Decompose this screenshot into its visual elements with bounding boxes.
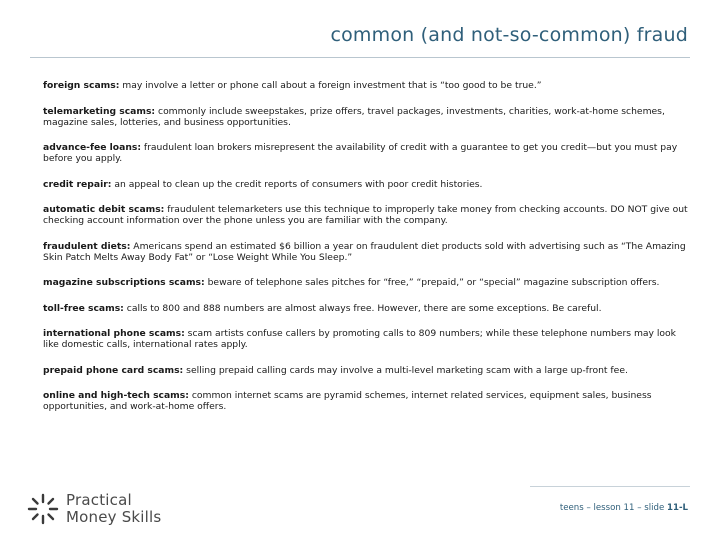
lesson-caption: teens – lesson 11 – slide [559,503,667,513]
item-text: beware of telephone sales pitches for “free,” “prepaid,” or “special” magazine subscription offers. [204,277,660,288]
list-item [43,241,690,263]
list-item [43,328,690,350]
brand-logo [26,489,161,529]
logo-line-2: Money Skills [66,508,162,526]
item-text: may involve a letter or phone call about a foreign investment that is “too good to be true.” [119,80,542,91]
page-title: common (and not-so-common) fraud [330,24,688,46]
item-text: fraudulent loan brokers misrepresent the availability of credit with a guarantee to get you credit—but you must pay before you apply. [43,142,678,164]
item-term: credit repair: [43,178,112,190]
title-divider [30,57,690,58]
item-term: toll-free scams: [43,302,124,314]
sparkle-burst-icon [26,492,60,526]
list-item [43,390,690,412]
list-item [43,80,690,91]
item-text: common internet scams are pyramid schemes, internet related services, equipment sales, business opportunities, and work-at-home offers. [43,390,652,412]
logo-line-1: Practical [66,491,132,509]
list-item [43,179,690,190]
fraud-list [43,80,690,427]
item-text: fraudulent telemarketers use this technique to improperly take money from checking accounts. DO NOT give out checking account information over the phone unless you are familiar with the company. [43,204,688,226]
item-term: foreign scams: [43,80,120,91]
item-term: online and high-tech scams: [43,390,189,401]
item-term: automatic debit scams: [43,204,165,215]
list-item [43,277,690,288]
item-term: telemarketing scams: [43,105,156,117]
item-term: magazine subscriptions scams: [43,277,205,288]
footer-caption [560,503,688,513]
slide-number: 11-L [666,503,688,513]
list-item [43,365,690,376]
item-term: international phone scams: [43,328,185,339]
item-term: prepaid phone card scams: [43,364,184,376]
item-text: selling prepaid calling cards may involve a multi-level marketing scam with a large up-front fee. [183,364,628,376]
list-item [43,142,690,164]
list-item [43,106,690,128]
footer-divider [530,486,690,487]
item-text: commonly include sweepstakes, prize offers, travel packages, investments, charities, work-at-home schemes, magazine sales, lotteries, and business opportunities. [43,105,665,128]
logo-wordmark [66,492,161,526]
item-term: advance-fee loans: [43,142,141,153]
list-item [43,303,690,314]
item-text: Americans spend an estimated $6 billion a year on fraudulent diet products sold with advertising such as “The Amazing Skin Patch Melts Away Body Fat” or “Lose Weight While You Sleep.” [43,240,686,263]
item-text: an appeal to clean up the credit reports of consumers with poor credit histories. [111,178,483,190]
list-item [43,204,690,226]
item-text: scam artists confuse callers by promoting calls to 809 numbers; while these telephone numbers may look like domestic calls, international rates apply. [43,328,676,350]
item-text: calls to 800 and 888 numbers are almost always free. However, there are some exceptions. Be careful. [123,302,602,314]
item-term: fraudulent diets: [43,240,131,252]
